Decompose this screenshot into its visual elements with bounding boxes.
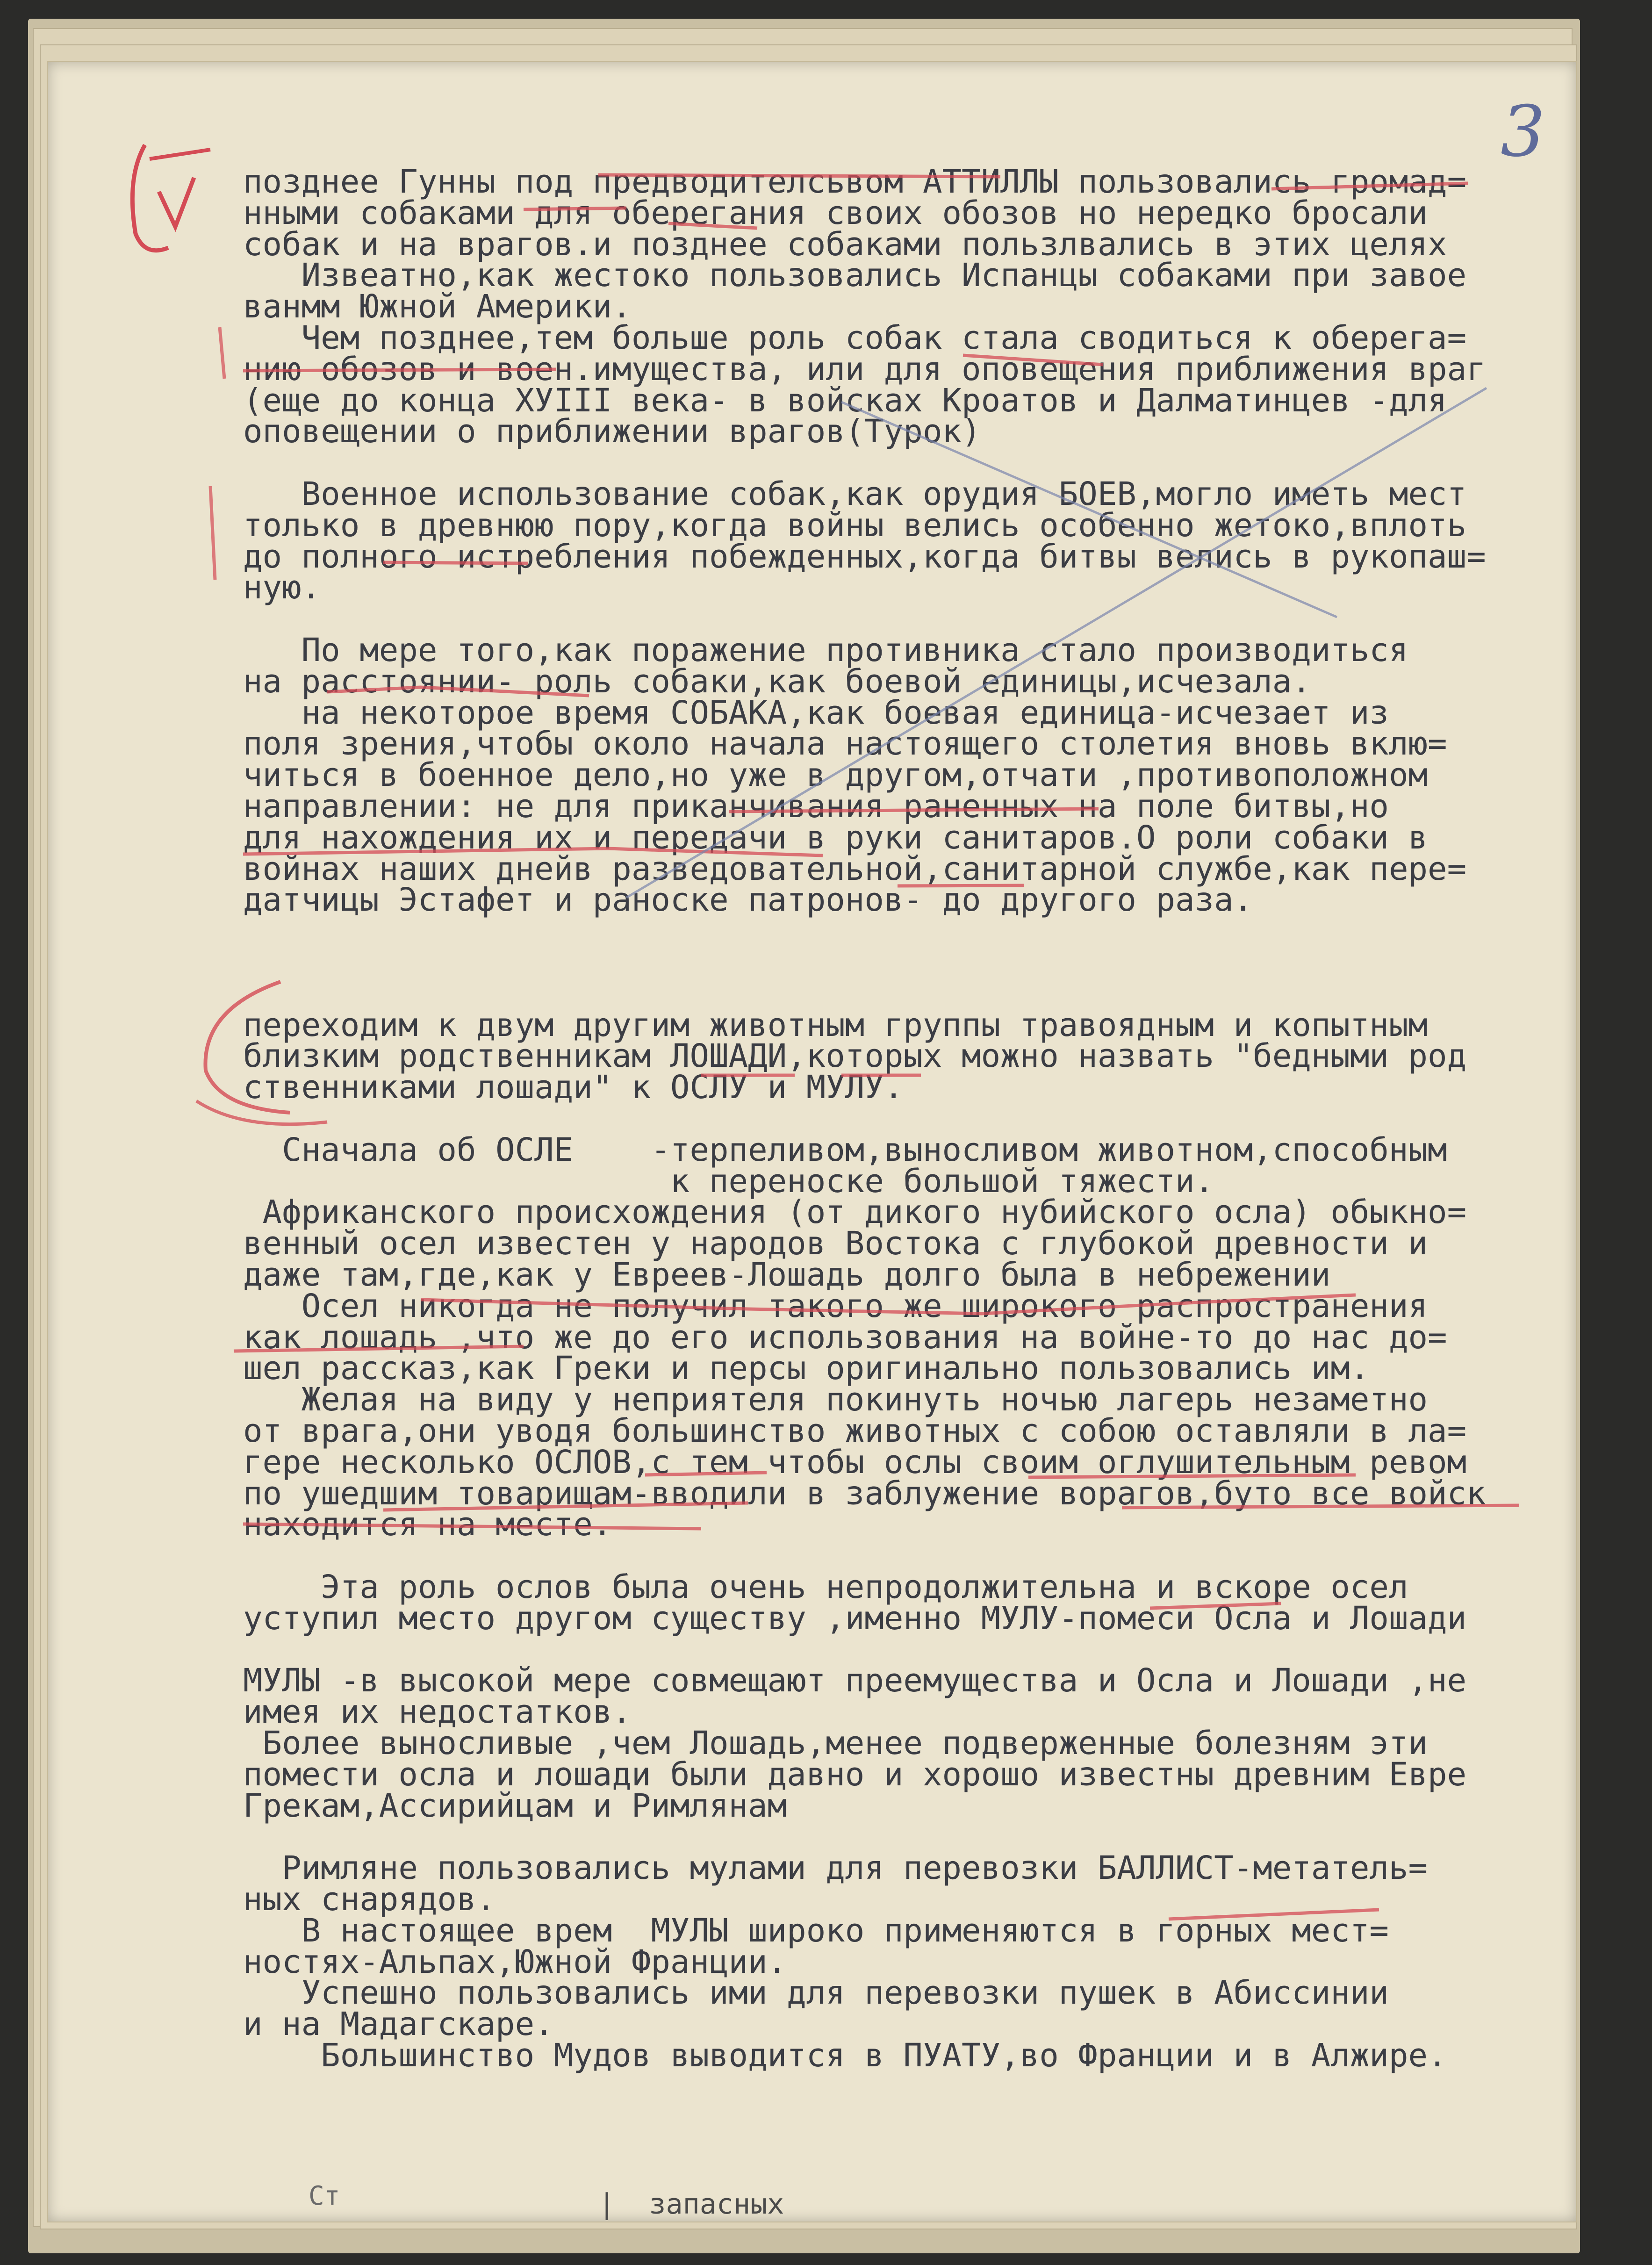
text-line: и на Мадагскаре. <box>243 2006 554 2043</box>
text-line: имея их недостатков. <box>243 1693 632 1731</box>
text-line: находится на месте. <box>243 1506 612 1544</box>
text-line: позднее Гунны под предводителсьвом АТТИЛЛЫ пользовались громад= <box>243 163 1467 201</box>
text-line: МУЛЫ -в высокой мере совмещают преемущества и Осла и Лошади ,не <box>243 1662 1467 1700</box>
text-line: для нахождения их и передачи в руки санитаров.О роли собаки в <box>243 819 1428 856</box>
text-line: Эта роль ослов была очень непродолжительна и вскоре осел <box>243 1568 1408 1606</box>
page-number: 3 <box>1501 91 1545 173</box>
text-line: шел рассказ,как Греки и персы оригинально пользовались им. <box>243 1350 1370 1388</box>
text-line: Извеатно,как жестоко пользовались Испанцы собаками при завое <box>243 257 1467 295</box>
text-line: ностях-Альпах,Южной Франции. <box>243 1943 787 1981</box>
text-line: ственниками лошади" к ОСЛУ и МУЛУ. <box>243 1069 904 1107</box>
text-line: даже там,где,как у Евреев-Лошадь долго была в небрежении <box>243 1256 1331 1294</box>
text-line: Успешно пользовались ими для перевозки пушек в Абиссинии <box>243 1974 1389 2012</box>
text-line: ную. <box>243 569 321 607</box>
text-line: ных снарядов. <box>243 1881 496 1918</box>
text-line: собак и на врагов.и позднее собаками пользлвались в этих целях <box>243 225 1447 263</box>
text-line: читься в боенное дело,но уже в другом,отчати ,противоположном <box>243 756 1428 794</box>
text-line: войнах наших днейв разведовательной,санитарной службе,как пере= <box>243 850 1467 888</box>
text-line: направлении: не для приканчивания раненных на поле битвы,но <box>243 788 1389 825</box>
text-line: на расстоянии- роль собаки,как боевой единицы,исчезала. <box>243 662 1311 700</box>
text-line: как лошадь ,что же до его использования на войне-то до нас до= <box>243 1318 1447 1356</box>
text-line: Чем позднее,тем больше роль собак стала сводиться к оберега= <box>243 319 1467 357</box>
text-line: Африканского происхождения (от дикого нубийского осла) обыкно= <box>243 1194 1467 1231</box>
text-line: на некоторое время СОБАКА,как боевая единица-исчезает из <box>243 694 1389 732</box>
text-line: В настоящее врем МУЛЫ широко применяются в горных мест= <box>243 1912 1389 1949</box>
text-line: нными собаками для оберегания своих обозов но нередко бросали <box>243 194 1428 232</box>
text-line: от врага,они уводя большинство животных с собою оставляли в ла= <box>243 1412 1467 1450</box>
footer-word: запасных <box>649 2188 784 2221</box>
text-line: гере несколько ОСЛОВ,с тем чтобы ослы своим оглушительным ревом <box>243 1443 1467 1481</box>
text-line: Грекам,Ассирийцам и Римлянам <box>243 1787 787 1825</box>
margin-check-icon <box>117 140 229 262</box>
text-line: Осел никогда не получил такого же широкого распространения <box>243 1287 1428 1325</box>
text-line: по ушедшим товарищам-вводили в заблужение ворагов,буто все войск <box>243 1474 1486 1512</box>
text-line: нию обозов и воен.имущества, или для оповещения приближения враг <box>243 350 1486 388</box>
text-line: к переноске большой тяжести. <box>243 1162 1214 1200</box>
footer-text: | запасных <box>598 2188 784 2221</box>
text-line: уступил место другом существу ,именно МУЛУ-помеси Осла и Лошади <box>243 1599 1467 1637</box>
text-line: переходим к двум другим животным группы травоядным и копытным <box>243 1006 1428 1044</box>
text-line: только в древнюю пору,когда войны велись особенно жетоко,вплоть <box>243 506 1467 544</box>
text-line: оповещении о приближении врагов(Турок) <box>243 413 981 451</box>
text-line: Большинство Мудов выводится в ПУАТУ,во Франции и в Алжире. <box>243 2037 1447 2074</box>
text-line: Сначала об ОСЛЕ -терпеливом,выносливом животном,способным <box>243 1131 1447 1169</box>
text-line: венный осел известен у народов Востока с глубокой древности и <box>243 1225 1428 1263</box>
text-line: По мере того,как поражение противника стало производиться <box>243 632 1408 669</box>
text-line: Более выносливые ,чем Лошадь,менее подверженные болезням эти <box>243 1725 1428 1762</box>
text-line: Римляне пользовались мулами для перевозки БАЛЛИСТ-метатель= <box>243 1849 1428 1887</box>
text-line: ванмм Южной Америки. <box>243 288 632 326</box>
text-line: (еще до конца XУIII века- в войсках Кроатов и Далматинцев -для <box>243 381 1447 419</box>
text-line: Военное использование собак,как орудия БОЕВ,могло иметь мест <box>243 475 1467 513</box>
text-line: помести осла и лошади были давно и хорошо известны древним Евре <box>243 1755 1467 1793</box>
text-line: датчицы Эстафет и раноске патронов- до другого раза. <box>243 881 1253 919</box>
text-line: близким родственникам ЛОШАДИ,которых можно назвать "бедными род <box>243 1037 1467 1075</box>
text-line: поля зрения,чтобы около начала настоящего столетия вновь вклю= <box>243 725 1447 763</box>
footer-left-text: Ст <box>309 2181 340 2211</box>
text-line: Желая на виду у неприятеля покинуть ночью лагерь незаметно <box>243 1381 1428 1419</box>
text-line: до полного истребления побежденных,когда битвы велись в рукопаш= <box>243 538 1486 575</box>
